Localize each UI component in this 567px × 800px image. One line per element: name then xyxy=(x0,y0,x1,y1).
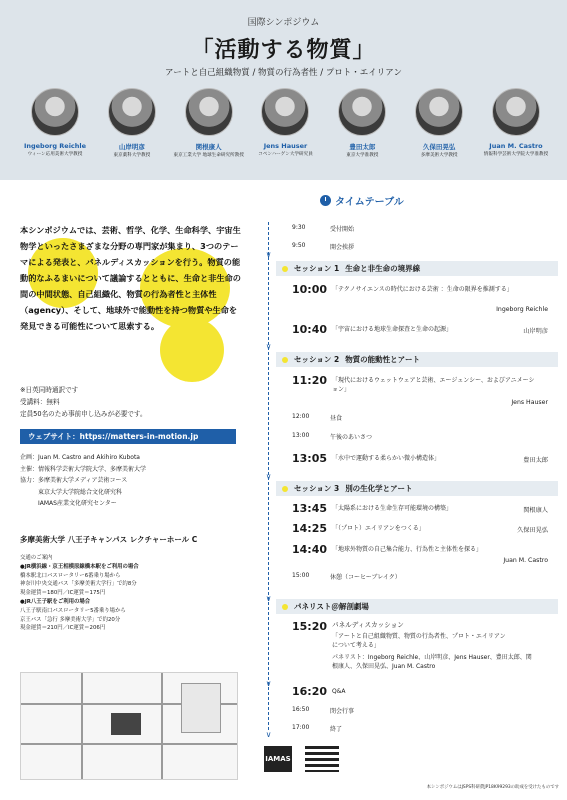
speaker-affiliation: 情報科学芸術大学院大学准教授 xyxy=(483,152,549,157)
speaker xyxy=(95,88,169,159)
talk: 13:45 「太陽系における生命生存可能環境の構築」 関根康人 xyxy=(292,502,548,515)
speaker xyxy=(325,88,399,159)
talk: 14:25 「（プロト）エイリアンをつくる」 久保田晃弘 xyxy=(292,522,548,535)
chevron-down-icon: ∨ xyxy=(265,250,272,259)
chevron-down-icon: ∨ xyxy=(265,342,272,351)
schedule-row: 17:00 終了 xyxy=(292,724,343,733)
speaker-name: 久保田晃弘 xyxy=(422,143,456,151)
subtitle: アートと自己組織物質 / 物質の行為者性 / プロト・エイリアン xyxy=(165,68,402,78)
access-info xyxy=(20,554,240,633)
avatar xyxy=(492,88,540,136)
intro-text: 本シンポジウムでは、芸術、哲学、化学、生命科学、宇宙生物学といったさまざまな分野の専門家が集まり、3つのテーマによる発表と、パネルディスカッションを行う。物質の能動的なふるまいについて議論するとともに、生命と非生命の間の中間状態、自己組織化、物質の行為者性と主体性（agency）、そして、地球外で能動性を持つ物質や生命を発見できる可能性について思索する。 xyxy=(20,225,241,331)
schedule-row: 15:00 休憩（コーヒーブレイク） xyxy=(292,572,401,581)
access-line: 現金運賃＝210円／IC運賃＝206円 xyxy=(20,625,106,632)
schedule-row: 12:00 昼食 xyxy=(292,413,343,422)
avatar xyxy=(415,88,463,136)
speaker-affiliation: 東京薬科大学教授 xyxy=(113,153,151,158)
schedule-row: 13:00 午後のあいさつ xyxy=(292,432,373,441)
credit-line: 東京大学大学院総合文化研究科 xyxy=(20,488,123,496)
talk: 10:00 「テクノサイエンスの時代における芸術 ：生命の限界を推測する」 Ingeborg Reichle xyxy=(292,283,548,313)
credit-line: 主催：情報科学芸術大学院大学、多摩美術大学 xyxy=(20,465,147,473)
schedule-row: 9:30 受付開始 xyxy=(292,224,355,233)
session-header: パネリスト＠解剖劇場 xyxy=(276,599,558,614)
access-line: 京王バス「急行 多摩美術大学」で約20分 xyxy=(20,616,121,623)
speaker-name: 関根康人 xyxy=(195,143,222,151)
speaker xyxy=(172,88,246,159)
talk: 10:40 「宇宙における地球生命探査と生命の起源」 山岸明彦 xyxy=(292,323,548,336)
access-line: ●JR八王子駅をご利用の場合 xyxy=(20,598,91,605)
talk: 16:20 Q&A xyxy=(292,685,346,698)
speaker-name: 豊田太郎 xyxy=(349,143,376,151)
note-line: ※日英同時通訳です xyxy=(20,386,79,394)
speaker-name: 山岸明彦 xyxy=(118,143,145,151)
access-line: 神奈川中央交通バス「多摩美術大学行」で約8分 xyxy=(20,581,137,588)
note-line: 受講料：無料 xyxy=(20,398,60,406)
speaker xyxy=(18,88,92,159)
talk: 15:20 パネルディスカッション 「アートと自己組織物質、物質の行為者性、プロト・エイリアンについて考える」 パネリスト：Ingeborg Reichle、山岸明彦、Jens Hauser、豊田太郎、関根康人、久保田晃弘、Juan M. Castro xyxy=(292,620,532,670)
credits xyxy=(20,452,246,510)
venue-title: 多摩美術大学 八王子キャンパス レクチャーホール C xyxy=(20,535,198,544)
credit-line: 協力：多摩美術大学メディア芸術コース xyxy=(20,477,128,484)
credit-line: IAMAS産業文化研究センター xyxy=(20,500,117,507)
avatar xyxy=(261,88,309,136)
note-line: 定員50名のため事前申し込みが必要です。 xyxy=(20,410,147,418)
timetable-title: タイムテーブル xyxy=(335,197,404,208)
talk: 13:05 「水中で運動する柔らかい微小構造体」 豊田太郎 xyxy=(292,452,548,465)
access-line: 現金運賃＝180円／IC運賃＝175円 xyxy=(20,590,106,597)
access-line: 橋本駅北口バスロータリー6番乗り場から xyxy=(20,572,121,579)
schedule-row: 9:50 開会挨拶 xyxy=(292,242,355,251)
speaker xyxy=(248,88,322,159)
tamabi-logo xyxy=(305,746,339,772)
talk: 14:40 「地球外物質の自己集合能力、行為性と主体性を探る」 Juan M. Castro xyxy=(292,543,548,564)
notes xyxy=(20,384,147,420)
chevron-down-icon: ∨ xyxy=(265,679,272,688)
speaker xyxy=(479,88,553,159)
speaker-affiliation: コペンハーゲン大学研究員 xyxy=(258,152,313,157)
campus-map xyxy=(20,672,238,780)
speaker-affiliation: ウィーン応用美術大学教授 xyxy=(27,152,83,157)
chevron-down-icon: ∨ xyxy=(265,472,272,481)
speaker-list xyxy=(18,88,553,159)
speaker xyxy=(402,88,476,159)
session-header: セッション 1 生命と非生命の境界線 xyxy=(276,261,558,276)
page-title: 「活動する物質」 xyxy=(191,38,376,63)
speaker-affiliation: 東京大学准教授 xyxy=(346,153,379,158)
speaker-affiliation: 東京工業大学 地球生命研究所教授 xyxy=(173,153,244,158)
chevron-down-icon: ∨ xyxy=(265,730,272,739)
iamas-logo: IAMAS xyxy=(264,746,292,772)
credit-line: 企画：Juan M. Castro and Akihiro Kubota xyxy=(20,454,140,461)
speaker-name: Juan M. Castro xyxy=(489,142,543,150)
access-line: 交通のご案内 xyxy=(20,555,53,561)
schedule-row: 16:50 閉会行事 xyxy=(292,706,355,715)
access-line: 八王子駅南口バスロータリー5番乗り場から xyxy=(20,607,126,614)
speaker-affiliation: 多摩美術大学教授 xyxy=(420,153,458,158)
chevron-down-icon: ∨ xyxy=(265,594,272,603)
speaker-name: Ingeborg Reichle xyxy=(23,142,87,150)
footer-note: 本シンポジウムはJSPS科研費JP18K99293の助成を受けたものです xyxy=(426,785,559,790)
website-link[interactable]: ウェブサイト：https://matters-in-motion.jp xyxy=(20,429,236,444)
avatar xyxy=(31,88,79,136)
avatar xyxy=(185,88,233,136)
access-line: ●JR横浜線・京王相模原線橋本駅をご利用の場合 xyxy=(20,563,139,570)
speaker-name: Jens Hauser xyxy=(263,142,308,150)
talk: 11:20 「現代におけるウェットウェアと芸術、エージェンシー、およびアニメーション」 Jens Hauser xyxy=(292,374,548,406)
session-header: セッション 2 物質の能動性とアート xyxy=(276,352,558,367)
timetable-header xyxy=(320,193,404,208)
avatar xyxy=(338,88,386,136)
clock-icon xyxy=(320,195,331,206)
session-header: セッション 3 別の生化学とアート xyxy=(276,481,558,496)
avatar xyxy=(108,88,156,136)
kicker: 国際シンポジウム xyxy=(247,18,320,28)
